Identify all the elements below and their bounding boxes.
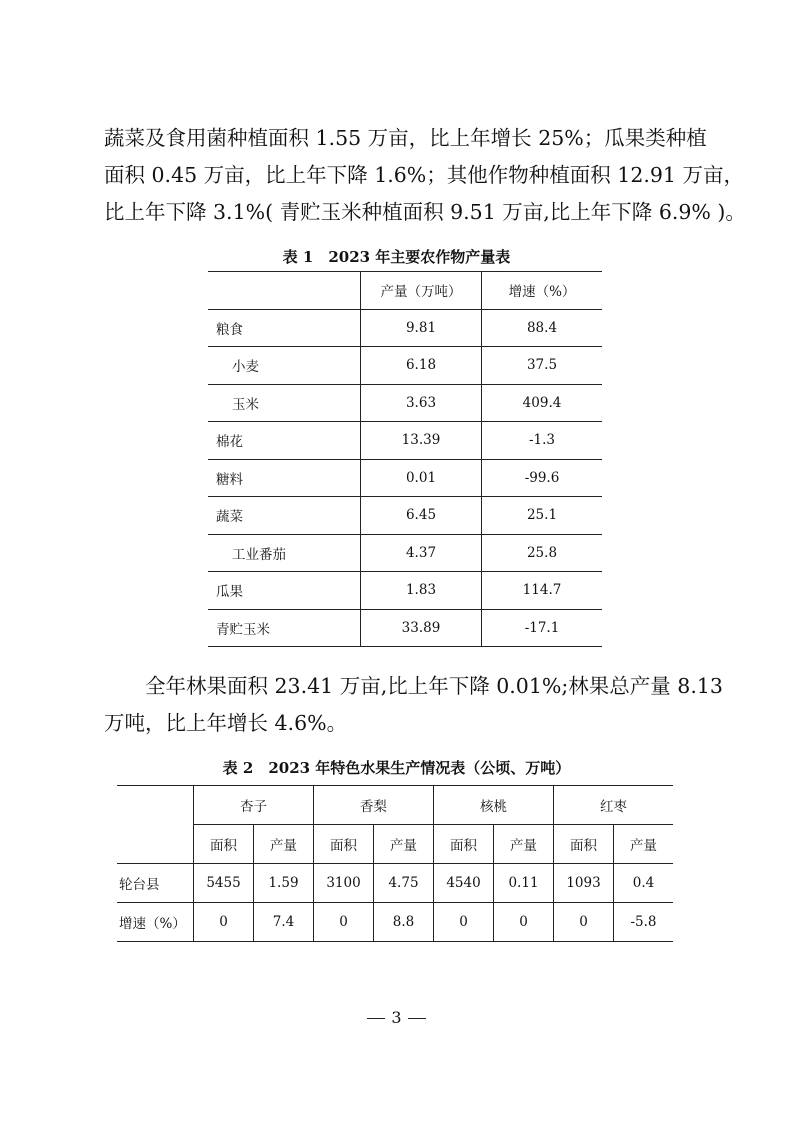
table-row bbox=[208, 347, 602, 385]
growth-cell: 25.1 bbox=[482, 497, 603, 535]
output-cell: 33.89 bbox=[361, 609, 482, 647]
value-cell: 0 bbox=[494, 903, 554, 942]
subheader-area: 面积 bbox=[314, 825, 374, 864]
row-label: 蔬菜 bbox=[208, 497, 361, 535]
row-label: 粮食 bbox=[208, 309, 361, 347]
subheader-area: 面积 bbox=[434, 825, 494, 864]
subheader-output: 产量 bbox=[374, 825, 434, 864]
table-row bbox=[117, 903, 673, 942]
value-cell: 5455 bbox=[194, 864, 254, 903]
subheader-area: 面积 bbox=[554, 825, 614, 864]
row-label: 青贮玉米 bbox=[208, 609, 361, 647]
output-cell: 6.18 bbox=[361, 347, 482, 385]
value-cell: 7.4 bbox=[254, 903, 314, 942]
table-row bbox=[208, 309, 602, 347]
row-label: 轮台县 bbox=[117, 864, 194, 903]
value-cell: 0 bbox=[314, 903, 374, 942]
growth-cell: 25.8 bbox=[482, 534, 603, 572]
table2-caption: 表 2 2023 年特色水果生产情况表（公顷、万吨） bbox=[222, 759, 571, 777]
table-header-output: 产量（万吨） bbox=[361, 272, 482, 310]
table-header-cell bbox=[208, 272, 361, 310]
fruit-header-pear: 香梨 bbox=[314, 786, 434, 825]
fruit-header-walnut: 核桃 bbox=[434, 786, 554, 825]
subheader-output: 产量 bbox=[494, 825, 554, 864]
page-footer bbox=[0, 1008, 793, 1027]
subheader-output: 产量 bbox=[254, 825, 314, 864]
paragraph-line: 面积 0.45 万亩，比上年下降 1.6%；其他作物种植面积 12.91 万亩， bbox=[104, 163, 744, 187]
output-cell: 13.39 bbox=[361, 422, 482, 460]
paragraph-crop-area bbox=[104, 120, 746, 231]
table-row bbox=[208, 459, 602, 497]
value-cell: 0 bbox=[194, 903, 254, 942]
table-row bbox=[208, 384, 602, 422]
crop-output-table bbox=[208, 271, 602, 647]
table-row bbox=[208, 497, 602, 535]
row-label: 工业番茄 bbox=[208, 534, 361, 572]
growth-cell: 409.4 bbox=[482, 384, 603, 422]
table-header-row bbox=[208, 272, 602, 310]
paragraph-line: 全年林果面积 23.41 万亩,比上年下降 0.01%;林果总产量 8.13 bbox=[145, 674, 723, 698]
row-label: 玉米 bbox=[208, 384, 361, 422]
growth-cell: 88.4 bbox=[482, 309, 603, 347]
value-cell: 0 bbox=[554, 903, 614, 942]
table-row bbox=[117, 864, 673, 903]
growth-cell: -1.3 bbox=[482, 422, 603, 460]
table-row bbox=[208, 609, 602, 647]
fruit-production-table bbox=[117, 785, 673, 942]
table-row bbox=[208, 572, 602, 610]
subheader-area: 面积 bbox=[194, 825, 254, 864]
page-number: 3 bbox=[391, 1008, 402, 1027]
table-row bbox=[208, 422, 602, 460]
value-cell: 0.4 bbox=[614, 864, 674, 903]
footer-dash-left bbox=[367, 1018, 385, 1019]
table-subheader-row bbox=[117, 825, 673, 864]
table-header-growth: 增速（%） bbox=[482, 272, 603, 310]
paragraph-forestry bbox=[104, 668, 723, 742]
value-cell: 0.11 bbox=[494, 864, 554, 903]
output-cell: 0.01 bbox=[361, 459, 482, 497]
value-cell: -5.8 bbox=[614, 903, 674, 942]
value-cell: 1.59 bbox=[254, 864, 314, 903]
growth-cell: -99.6 bbox=[482, 459, 603, 497]
output-cell: 3.63 bbox=[361, 384, 482, 422]
value-cell: 3100 bbox=[314, 864, 374, 903]
growth-cell: 114.7 bbox=[482, 572, 603, 610]
value-cell: 4.75 bbox=[374, 864, 434, 903]
output-cell: 1.83 bbox=[361, 572, 482, 610]
row-label: 小麦 bbox=[208, 347, 361, 385]
table-corner-cell bbox=[117, 786, 194, 864]
fruit-header-apricot: 杏子 bbox=[194, 786, 314, 825]
row-label: 瓜果 bbox=[208, 572, 361, 610]
paragraph-line: 蔬菜及食用菌种植面积 1.55 万亩，比上年增长 25%；瓜果类种植 bbox=[104, 126, 707, 150]
table1-caption: 表 1 2023 年主要农作物产量表 bbox=[282, 248, 511, 266]
paragraph-line: 万吨，比上年增长 4.6%。 bbox=[104, 711, 348, 735]
growth-cell: -17.1 bbox=[482, 609, 603, 647]
output-cell: 4.37 bbox=[361, 534, 482, 572]
table-header-row bbox=[117, 786, 673, 825]
value-cell: 0 bbox=[434, 903, 494, 942]
table-row bbox=[208, 534, 602, 572]
fruit-header-jujube: 红枣 bbox=[554, 786, 674, 825]
subheader-output: 产量 bbox=[614, 825, 674, 864]
row-label: 糖料 bbox=[208, 459, 361, 497]
value-cell: 4540 bbox=[434, 864, 494, 903]
value-cell: 8.8 bbox=[374, 903, 434, 942]
footer-dash-right bbox=[408, 1018, 426, 1019]
value-cell: 1093 bbox=[554, 864, 614, 903]
row-label: 增速（%） bbox=[117, 903, 194, 942]
growth-cell: 37.5 bbox=[482, 347, 603, 385]
paragraph-line: 比上年下降 3.1%( 青贮玉米种植面积 9.51 万亩,比上年下降 6.9% )。 bbox=[104, 200, 746, 224]
row-label: 棉花 bbox=[208, 422, 361, 460]
output-cell: 6.45 bbox=[361, 497, 482, 535]
output-cell: 9.81 bbox=[361, 309, 482, 347]
